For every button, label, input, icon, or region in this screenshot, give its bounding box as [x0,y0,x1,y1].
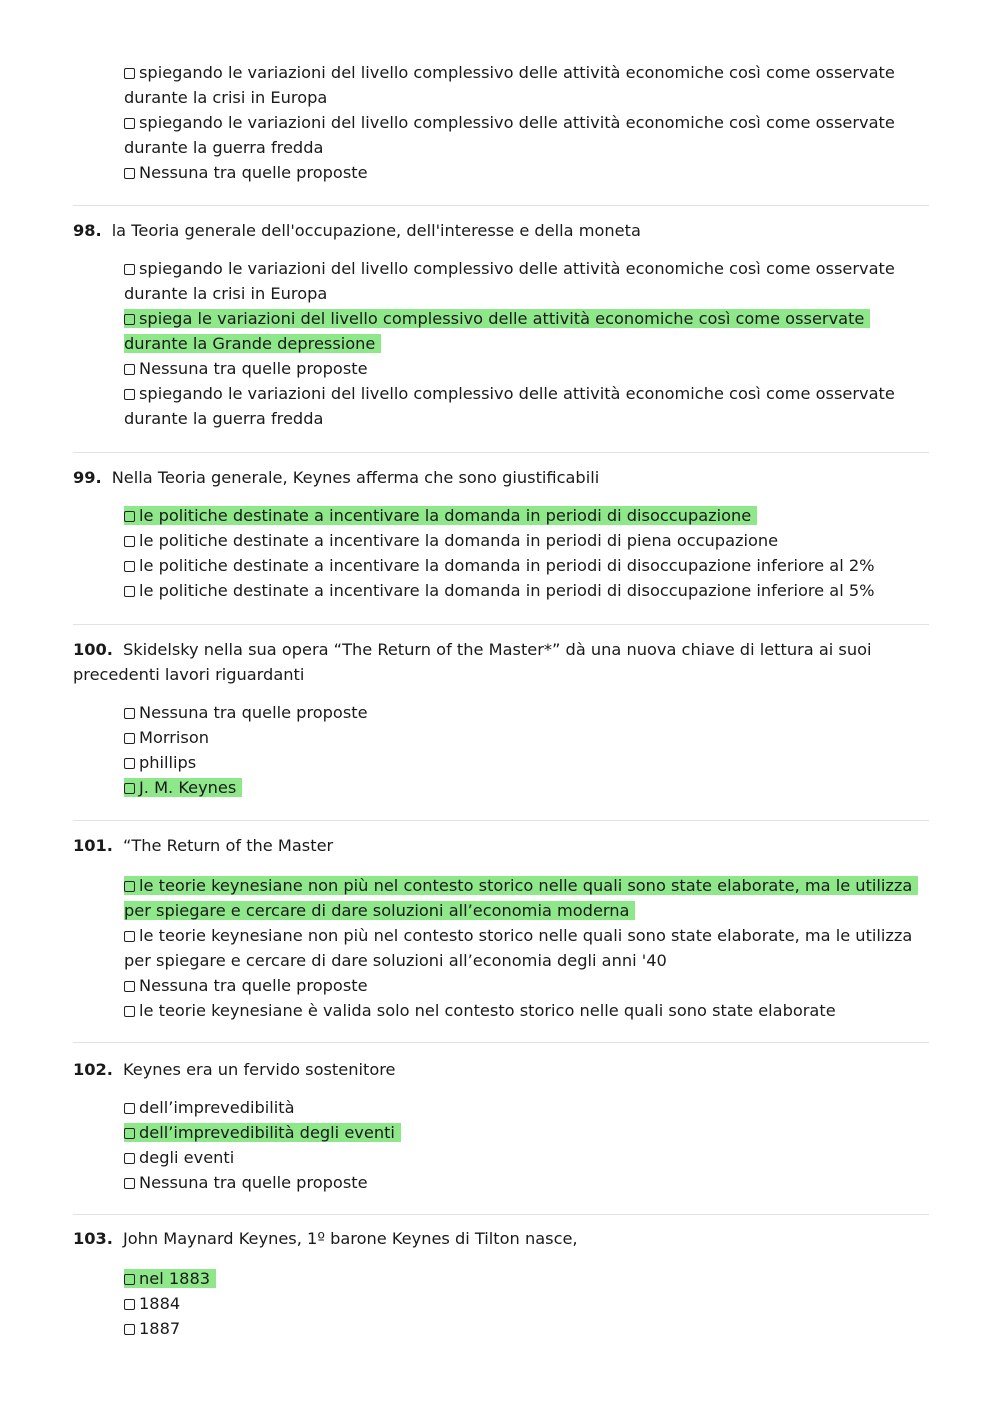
option-correct[interactable] [124,1266,914,1291]
checkbox-icon[interactable] [124,783,135,794]
question-text: 103. John Maynard Keynes, 1º barone Keynes di Tilton nasce, [73,1229,578,1248]
option[interactable]: Nessuna tra quelle proposte [124,973,914,998]
checkbox-icon[interactable] [124,1274,135,1285]
checkbox-icon[interactable] [124,1153,135,1164]
separator [73,1214,929,1215]
option[interactable]: le politiche destinate a incentivare la domanda in periodi di disoccupazione inferiore al 2% [124,553,914,578]
question-103 [73,1226,929,1341]
checkbox-icon[interactable] [124,561,135,572]
question-101 [73,833,929,1023]
option[interactable]: Nessuna tra quelle proposte [124,160,914,185]
checkbox-icon[interactable] [124,733,135,744]
option[interactable]: le teorie keynesiane è valida solo nel contesto storico nelle quali sono state elaborate [124,998,914,1023]
option-list [124,256,914,431]
checkbox-icon[interactable] [124,586,135,597]
option-list [124,1266,914,1341]
question-text: 99. Nella Teoria generale, Keynes afferma che sono giustificabili [73,468,600,487]
option[interactable]: spiegando le variazioni del livello complessivo delle attività economiche così come osservate durante la guerra fredda [124,113,895,157]
option[interactable]: degli eventi [124,1145,914,1170]
option-list [124,873,914,1023]
option[interactable]: Nessuna tra quelle proposte [124,356,914,381]
option-correct[interactable] [124,873,914,923]
separator [73,452,929,453]
checkbox-icon[interactable] [124,1299,135,1310]
option[interactable]: 1887 [124,1316,914,1341]
option[interactable]: phillips [124,750,914,775]
question-text: 100. Skidelsky nella sua opera “The Return of the Master*” dà una nuova chiave di lettura ai suoi precedenti lavori riguardanti [73,640,872,684]
correct-highlight: dell’imprevedibilità degli eventi [124,1123,401,1142]
question-102 [73,1057,929,1195]
checkbox-icon[interactable] [124,1128,135,1139]
option[interactable]: 1884 [124,1291,914,1316]
checkbox-icon[interactable] [124,264,135,275]
separator [73,1042,929,1043]
option-correct[interactable] [124,1120,914,1145]
option-correct[interactable] [124,306,914,356]
option[interactable]: le politiche destinate a incentivare la domanda in periodi di disoccupazione inferiore al 5% [124,578,914,603]
option-list [124,1095,914,1195]
question-98 [73,218,929,431]
checkbox-icon[interactable] [124,1103,135,1114]
correct-highlight: J. M. Keynes [124,778,242,797]
option[interactable]: dell’imprevedibilità [124,1095,914,1120]
question-text: 98. la Teoria generale dell'occupazione, dell'interesse e della moneta [73,221,641,240]
checkbox-icon[interactable] [124,1324,135,1335]
checkbox-icon[interactable] [124,708,135,719]
checkbox-icon[interactable] [124,931,135,942]
checkbox-icon[interactable] [124,881,135,892]
checkbox-icon[interactable] [124,314,135,325]
option-correct[interactable] [124,503,914,528]
option[interactable]: le politiche destinate a incentivare la domanda in periodi di piena occupazione [124,528,914,553]
checkbox-icon[interactable] [124,511,135,522]
option-list [124,503,914,603]
checkbox-icon[interactable] [124,758,135,769]
separator [73,820,929,821]
option[interactable]: Nessuna tra quelle proposte [124,1170,914,1195]
option-correct[interactable] [124,775,914,800]
checkbox-icon[interactable] [124,364,135,375]
checkbox-icon[interactable] [124,981,135,992]
checkbox-icon[interactable] [124,389,135,400]
checkbox-icon[interactable] [124,1178,135,1189]
option[interactable]: Morrison [124,725,914,750]
checkbox-icon[interactable] [124,68,135,79]
correct-highlight: spiega le variazioni del livello complessivo delle attività economiche così come osservate durante la Grande depressione [124,309,870,353]
correct-highlight: nel 1883 [124,1269,216,1288]
separator [73,205,929,206]
option[interactable]: le teorie keynesiane non più nel contesto storico nelle quali sono state elaborate, ma le utilizza per spiegare e cercare di dare soluzioni all’economia degli anni '40 [124,926,913,970]
checkbox-icon[interactable] [124,536,135,547]
correct-highlight: le politiche destinate a incentivare la domanda in periodi di disoccupazione [124,506,757,525]
option-list [124,700,914,800]
question-99 [73,465,929,603]
question-text: 102. Keynes era un fervido sostenitore [73,1060,396,1079]
question-100 [73,637,929,800]
option[interactable]: spiegando le variazioni del livello complessivo delle attività economiche così come osservate durante la guerra fredda [124,384,895,428]
separator [73,624,929,625]
correct-highlight: le teorie keynesiane non più nel contesto storico nelle quali sono state elaborate, ma le utilizza per spiegare e cercare di dare soluzioni all’economia moderna [124,876,918,920]
option-list [124,60,914,185]
question-prev-continued [73,60,929,185]
checkbox-icon[interactable] [124,168,135,179]
checkbox-icon[interactable] [124,1006,135,1017]
checkbox-icon[interactable] [124,118,135,129]
option[interactable]: spiegando le variazioni del livello complessivo delle attività economiche così come osservate durante la crisi in Europa [124,63,895,107]
question-text: 101. “The Return of the Master [73,836,334,855]
option[interactable]: Nessuna tra quelle proposte [124,700,914,725]
option[interactable]: spiegando le variazioni del livello complessivo delle attività economiche così come osservate durante la crisi in Europa [124,259,895,303]
